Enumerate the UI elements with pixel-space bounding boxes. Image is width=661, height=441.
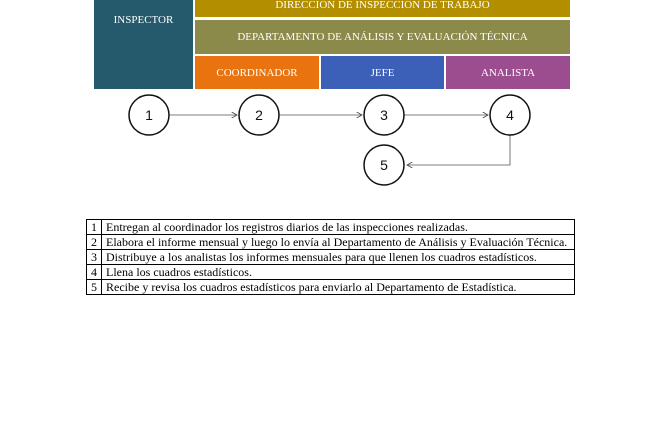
- flow-node-4: [490, 95, 530, 135]
- table-row: [87, 220, 575, 235]
- step-number: 3: [87, 250, 102, 265]
- direccion-box: DIRECCIÓN DE INSPECCIÓN DE TRABAJO: [195, 0, 570, 17]
- step-text: Distribuye a los analistas los informes mensuales para que llenen los cuadros estadísticos.: [102, 250, 575, 265]
- inspector-box: INSPECTOR: [94, 0, 193, 89]
- arrow-4-5: [407, 135, 510, 165]
- node-label: 1: [145, 107, 153, 123]
- flow-node-3: [364, 95, 404, 135]
- table-row: [87, 280, 575, 295]
- flow-node-2: [239, 95, 279, 135]
- table-row: [87, 265, 575, 280]
- coordinador-box: COORDINADOR: [195, 56, 319, 89]
- flow-diagram: [0, 0, 661, 200]
- node-label: 2: [255, 107, 263, 123]
- table-row: [87, 250, 575, 265]
- table-row: [87, 235, 575, 250]
- steps-table: [86, 219, 575, 295]
- step-number: 4: [87, 265, 102, 280]
- step-number: 2: [87, 235, 102, 250]
- step-text: Elabora el informe mensual y luego lo envía al Departamento de Análisis y Evaluación Técnica.: [102, 235, 575, 250]
- jefe-box: JEFE: [321, 56, 444, 89]
- flow-node-1: [129, 95, 169, 135]
- departamento-box: DEPARTAMENTO DE ANÁLISIS Y EVALUACIÓN TÉCNICA: [195, 20, 570, 54]
- node-label: 3: [380, 107, 388, 123]
- step-number: 1: [87, 220, 102, 235]
- analista-box: ANALISTA: [446, 56, 570, 89]
- step-text: Llena los cuadros estadísticos.: [102, 265, 575, 280]
- node-label: 4: [506, 107, 514, 123]
- step-number: 5: [87, 280, 102, 295]
- node-label: 5: [380, 157, 388, 173]
- step-text: Recibe y revisa los cuadros estadísticos para enviarlo al Departamento de Estadística.: [102, 280, 575, 295]
- step-text: Entregan al coordinador los registros diarios de las inspecciones realizadas.: [102, 220, 575, 235]
- flow-node-5: [364, 145, 404, 185]
